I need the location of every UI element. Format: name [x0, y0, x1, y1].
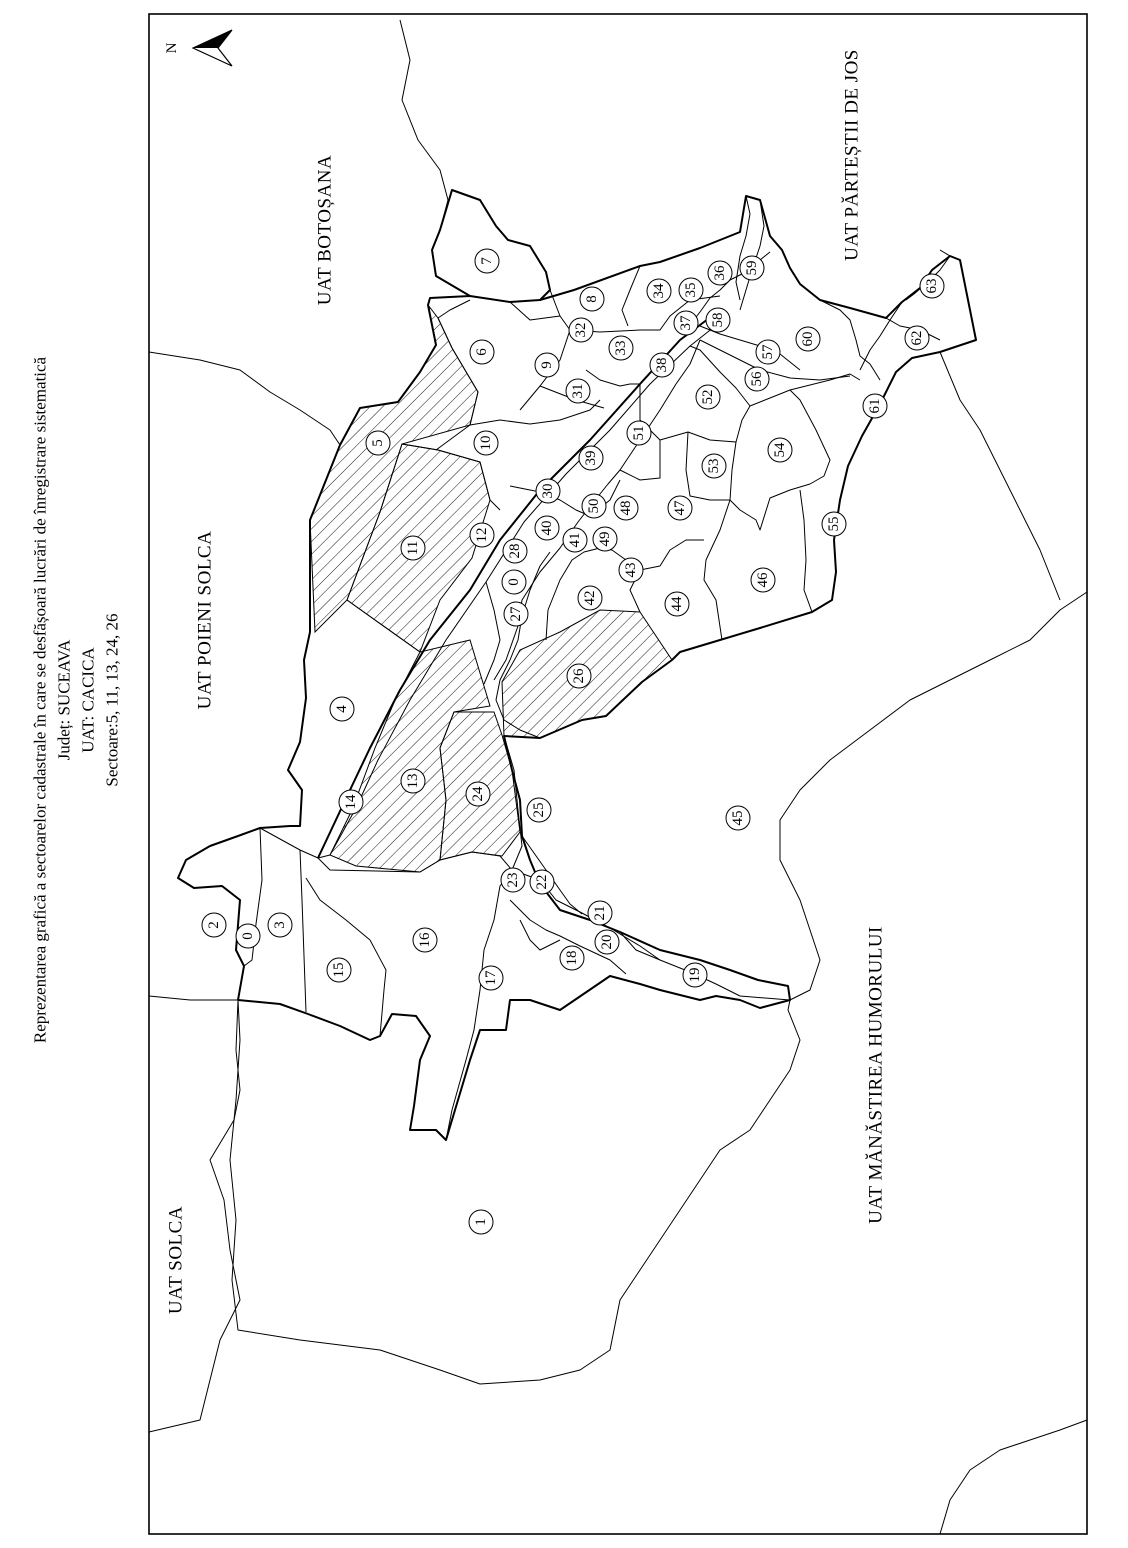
sector-marker-27	[504, 602, 528, 626]
sector-marker-58	[706, 308, 730, 332]
sector-number: 34	[651, 283, 667, 299]
sector-marker-28	[503, 539, 527, 563]
sector-marker-54	[768, 438, 792, 462]
sector-marker-25	[527, 798, 551, 822]
sector-marker-51	[627, 421, 651, 445]
sector-marker-6	[470, 340, 494, 364]
sector-number: 2	[206, 921, 222, 929]
uat-manastirea-label: UAT MĂNĂSTIREA HUMORULUI	[865, 926, 887, 1224]
sector-marker-0	[236, 924, 260, 948]
title-line-3: UAT: CACICA	[78, 647, 98, 753]
sector-number: 62	[909, 330, 925, 346]
sector-marker-9	[535, 353, 559, 377]
sector-number: 30	[540, 483, 556, 499]
sector-number: 32	[573, 322, 589, 338]
sector-number: 28	[507, 543, 523, 559]
sector-number: 42	[582, 590, 598, 606]
sector-marker-60	[796, 327, 820, 351]
sector-number: 0	[506, 578, 522, 586]
sector-marker-47	[668, 496, 692, 520]
sector-number: 4	[334, 705, 350, 713]
sector-marker-35	[679, 278, 703, 302]
sector-marker-55	[822, 512, 846, 536]
uat-botosana-label: UAT BOTOȘANA	[314, 154, 336, 306]
sector-marker-38	[650, 353, 674, 377]
sector-marker-44	[665, 592, 689, 616]
sector-marker-61	[863, 394, 887, 418]
sector-number: 46	[755, 572, 771, 588]
north-label: N	[164, 42, 180, 54]
title-block	[31, 356, 122, 1043]
south-stream	[512, 870, 790, 1000]
sector-marker-63	[920, 274, 944, 298]
uat-poieni-solca-label: UAT POIENI SOLCA	[194, 530, 216, 710]
sector-marker-8	[580, 287, 604, 311]
sector-number: 58	[710, 312, 726, 328]
sector-number: 12	[474, 527, 490, 543]
sector-marker-26	[567, 664, 591, 688]
sector-marker-24	[466, 782, 490, 806]
sector-marker-42	[578, 586, 602, 610]
sector-number: 39	[583, 450, 599, 466]
sector-number: 63	[924, 278, 940, 294]
sector-number: 7	[479, 257, 495, 265]
north-arrow-icon	[164, 30, 232, 66]
sector-marker-20	[595, 930, 619, 954]
sector-marker-53	[702, 454, 726, 478]
sector-marker-31	[566, 379, 590, 403]
sector-number: 50	[586, 498, 602, 514]
sector-marker-46	[751, 568, 775, 592]
sector-marker-39	[579, 446, 603, 470]
sector-number: 54	[772, 442, 788, 458]
sector-number: 38	[654, 357, 670, 373]
sector-number: 20	[599, 934, 615, 950]
highlighted-sectors	[310, 305, 672, 872]
title-line-2: Județ: SUCEAVA	[54, 639, 74, 761]
sector-marker-59	[740, 256, 764, 280]
sector-number: 23	[505, 872, 521, 888]
neighbor-boundary-southwest	[149, 1000, 240, 1432]
sector-number: 40	[539, 520, 555, 536]
sector-marker-1	[469, 1210, 493, 1234]
sector-marker-43	[619, 558, 643, 582]
sector-number: 49	[597, 531, 613, 547]
sector-number: 35	[683, 282, 699, 298]
sector-number: 47	[672, 500, 688, 516]
sector-marker-0-2	[502, 570, 526, 594]
sector-marker-62	[905, 326, 929, 350]
sector-marker-19	[683, 963, 707, 987]
sector-number: 48	[618, 500, 634, 516]
sector-marker-30	[536, 479, 560, 503]
sector-marker-56	[745, 367, 769, 391]
sector-number: 24	[470, 786, 486, 802]
boundaries	[149, 20, 1087, 1534]
title-line-4: Sectoare:5, 11, 13, 24, 26	[102, 613, 122, 787]
sector-number: 41	[567, 532, 583, 548]
sector-marker-17	[479, 966, 503, 990]
sector-marker-49	[593, 527, 617, 551]
sector-marker-45	[726, 806, 750, 830]
sector-number: 16	[417, 932, 433, 948]
sector-marker-10	[474, 431, 498, 455]
sector-marker-21	[588, 901, 612, 925]
sector-number: 17	[483, 970, 499, 986]
sector-marker-4	[330, 697, 354, 721]
sector-number: 33	[613, 340, 629, 356]
sector-marker-40	[535, 516, 559, 540]
sector-number: 1	[473, 1218, 489, 1226]
sector-marker-5	[366, 431, 390, 455]
sector-marker-41	[563, 528, 587, 552]
sector-number: 9	[539, 361, 555, 369]
sector-number: 36	[712, 265, 728, 281]
sector-number: 45	[730, 810, 746, 826]
sector-marker-48	[614, 496, 638, 520]
sector-number: 18	[564, 950, 580, 966]
sector-marker-37	[674, 311, 698, 335]
sector-marker-11	[401, 536, 425, 560]
sector-markers	[202, 249, 944, 1234]
sector-number: 51	[631, 425, 647, 441]
sector-marker-13	[401, 769, 425, 793]
neighbor-boundary-far-south	[940, 1420, 1087, 1534]
sector-marker-3	[268, 913, 292, 937]
sector-marker-7	[475, 249, 499, 273]
sector-marker-34	[647, 279, 671, 303]
sector-marker-14	[339, 790, 363, 814]
neighbor-boundary-north	[400, 20, 448, 230]
title-line-1: Reprezentarea grafică a sectoarelor cadastrale în care se desfășoară lucrări de înregistrare sistematică	[30, 356, 50, 1044]
sector-number: 57	[760, 344, 776, 360]
sector-number: 60	[800, 331, 816, 347]
sector-number: 53	[706, 458, 722, 474]
sector-number: 10	[478, 435, 494, 451]
sector-number: 22	[534, 874, 550, 890]
sector-number: 5	[370, 439, 386, 447]
sector-number: 55	[826, 516, 842, 532]
sector-number: 43	[623, 562, 639, 578]
sector-number: 25	[531, 802, 547, 818]
sector-number: 44	[669, 596, 685, 612]
neighbor-boundary-west	[149, 996, 238, 1000]
sector-marker-52	[696, 385, 720, 409]
sector-number: 14	[343, 794, 359, 810]
sector-marker-15	[327, 958, 351, 982]
sector-marker-18	[560, 946, 584, 970]
sector-number: 27	[508, 606, 524, 622]
sector-number: 15	[331, 962, 347, 978]
neighbor-boundary-south	[230, 1000, 800, 1384]
sector-number: 26	[571, 668, 587, 684]
sector-number: 31	[570, 383, 586, 399]
neighbor-boundary-east	[940, 352, 1060, 600]
sector-number: 59	[744, 260, 760, 276]
uat-partestii-label: UAT PĂRTEȘTII DE JOS	[841, 49, 863, 261]
sector-marker-33	[609, 336, 633, 360]
sector-marker-36	[708, 261, 732, 285]
neighbor-boundary-northwest	[149, 352, 340, 445]
sector-marker-50	[582, 494, 606, 518]
sector-number: 0	[240, 932, 256, 940]
sector-marker-57	[756, 340, 780, 364]
sector-number: 61	[867, 398, 883, 414]
sector-marker-32	[569, 318, 593, 342]
neighbor-boundary-southeast	[780, 592, 1087, 1000]
sector-marker-22	[530, 870, 554, 894]
sector-number: 52	[700, 389, 716, 405]
uat-solca-label: UAT SOLCA	[165, 1205, 187, 1315]
sector-number: 6	[474, 348, 490, 356]
sector-number: 37	[678, 315, 694, 331]
sector-number: 13	[405, 773, 421, 789]
sector-number: 21	[592, 905, 608, 921]
sector-marker-16	[413, 928, 437, 952]
sector-number: 3	[272, 921, 288, 929]
sector-marker-12	[470, 523, 494, 547]
sector-number: 19	[687, 967, 703, 983]
sector-number: 11	[405, 540, 421, 556]
sector-marker-2	[202, 913, 226, 937]
sector-marker-23	[501, 868, 525, 892]
sector-number: 56	[749, 371, 765, 387]
sector-number: 8	[584, 295, 600, 303]
